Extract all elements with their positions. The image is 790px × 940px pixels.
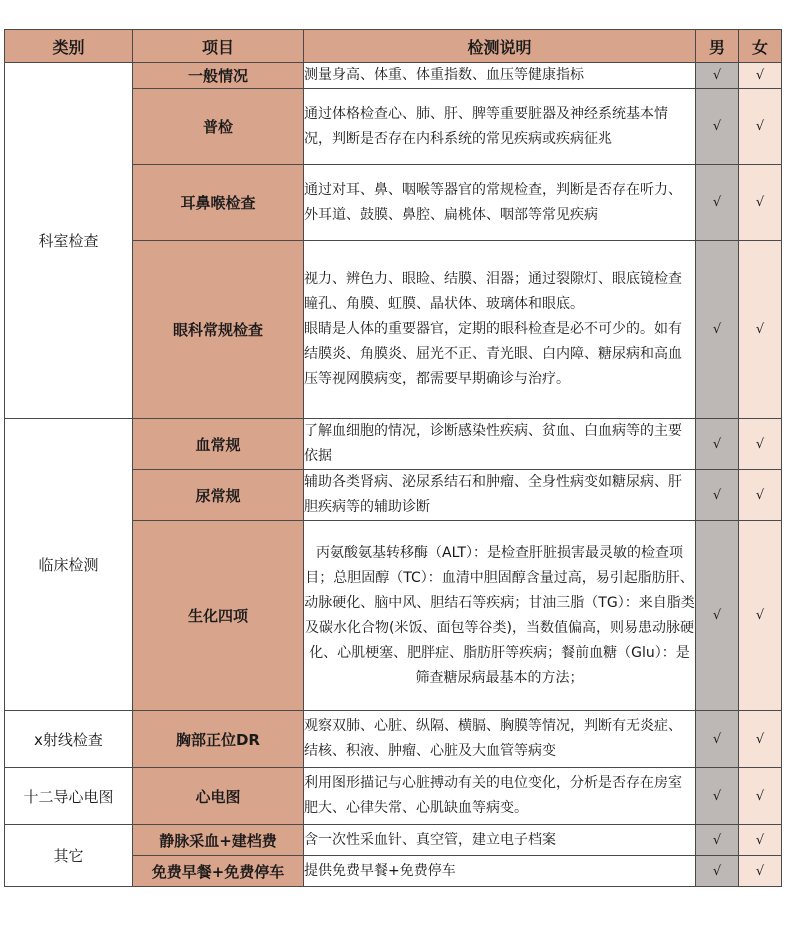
female-check: √ (739, 89, 782, 165)
category-cell: x射线检查 (5, 711, 133, 768)
description-paragraph: 视力、辨色力、眼睑、结膜、泪器；通过裂隙灯、眼底镜检查瞳孔、角膜、虹膜、晶状体、玻璃体和眼底。 (304, 271, 682, 312)
male-check: √ (696, 825, 739, 856)
exam-table (4, 29, 782, 887)
female-check: √ (739, 63, 782, 89)
item-cell: 胸部正位DR (133, 711, 304, 768)
table-row (5, 711, 782, 768)
item-cell: 血常规 (133, 419, 304, 470)
table-row (5, 825, 782, 856)
item-cell: 生化四项 (133, 521, 304, 711)
header-item: 项目 (133, 30, 304, 63)
table-row (5, 63, 782, 89)
header-category: 类别 (5, 30, 133, 63)
table-row (5, 768, 782, 825)
female-check: √ (739, 521, 782, 711)
item-cell: 静脉采血+建档费 (133, 825, 304, 856)
description-cell: 测量身高、体重、体重指数、血压等健康指标 (304, 63, 696, 89)
description-cell: 丙氨酸氨基转移酶（ALT）：是检查肝脏损害最灵敏的检查项目；总胆固醇（TC）：血清中胆固醇含量过高，易引起脂肪肝、动脉硬化、脑中风、胆结石等疾病；甘油三脂（TG）：来自脂类及碳水化合物(米饭、面包等谷类)，当数值偏高，则易患动脉硬化、心肌梗塞、肥胖症、脂肪肝等疾病；餐前血糖（Glu）：是筛查糖尿病最基本的方法； (304, 521, 696, 711)
item-cell: 耳鼻喉检查 (133, 165, 304, 241)
male-check: √ (696, 768, 739, 825)
item-cell: 免费早餐+免费停车 (133, 856, 304, 887)
description-cell: 通过体格检查心、肺、肝、脾等重要脏器及神经系统基本情况，判断是否存在内科系统的常见疾病或疾病征兆 (304, 89, 696, 165)
description-cell: 辅助各类肾病、泌尿系结石和肿瘤、全身性病变如糖尿病、肝胆疾病等的辅助诊断 (304, 470, 696, 521)
female-check: √ (739, 856, 782, 887)
item-cell: 尿常规 (133, 470, 304, 521)
header-female: 女 (739, 30, 782, 63)
description-cell: 利用图形描记与心脏搏动有关的电位变化，分析是否存在房室肥大、心律失常、心肌缺血等病变。 (304, 768, 696, 825)
male-check: √ (696, 241, 739, 419)
description-cell: 了解血细胞的情况，诊断感染性疾病、贫血、白血病等的主要依据 (304, 419, 696, 470)
male-check: √ (696, 165, 739, 241)
female-check: √ (739, 241, 782, 419)
item-cell: 普检 (133, 89, 304, 165)
category-cell: 十二导心电图 (5, 768, 133, 825)
female-check: √ (739, 470, 782, 521)
description-cell: 通过对耳、鼻、咽喉等器官的常规检查，判断是否存在听力、外耳道、鼓膜、鼻腔、扁桃体、咽部等常见疾病 (304, 165, 696, 241)
category-cell: 其它 (5, 825, 133, 887)
male-check: √ (696, 470, 739, 521)
description-cell: 提供免费早餐+免费停车 (304, 856, 696, 887)
female-check: √ (739, 165, 782, 241)
description-cell (304, 241, 696, 419)
male-check: √ (696, 856, 739, 887)
item-cell: 心电图 (133, 768, 304, 825)
description-cell: 观察双肺、心脏、纵隔、横膈、胸膜等情况，判断有无炎症、结核、积液、肿瘤、心脏及大血管等病变 (304, 711, 696, 768)
item-cell: 一般情况 (133, 63, 304, 89)
category-cell: 临床检测 (5, 419, 133, 711)
male-check: √ (696, 711, 739, 768)
male-check: √ (696, 63, 739, 89)
category-cell: 科室检查 (5, 63, 133, 419)
male-check: √ (696, 419, 739, 470)
header-male: 男 (696, 30, 739, 63)
description-paragraph: 眼睛是人体的重要器官，定期的眼科检查是必不可少的。如有结膜炎、角膜炎、屈光不正、青光眼、白内障、糖尿病和高血压等视网膜病变，都需要早期确诊与治疗。 (304, 321, 682, 387)
female-check: √ (739, 419, 782, 470)
female-check: √ (739, 768, 782, 825)
male-check: √ (696, 521, 739, 711)
header-description: 检测说明 (304, 30, 696, 63)
female-check: √ (739, 825, 782, 856)
item-cell: 眼科常规检查 (133, 241, 304, 419)
description-cell: 含一次性采血针、真空管，建立电子档案 (304, 825, 696, 856)
male-check: √ (696, 89, 739, 165)
header-row (5, 30, 782, 63)
table-row (5, 419, 782, 470)
female-check: √ (739, 711, 782, 768)
